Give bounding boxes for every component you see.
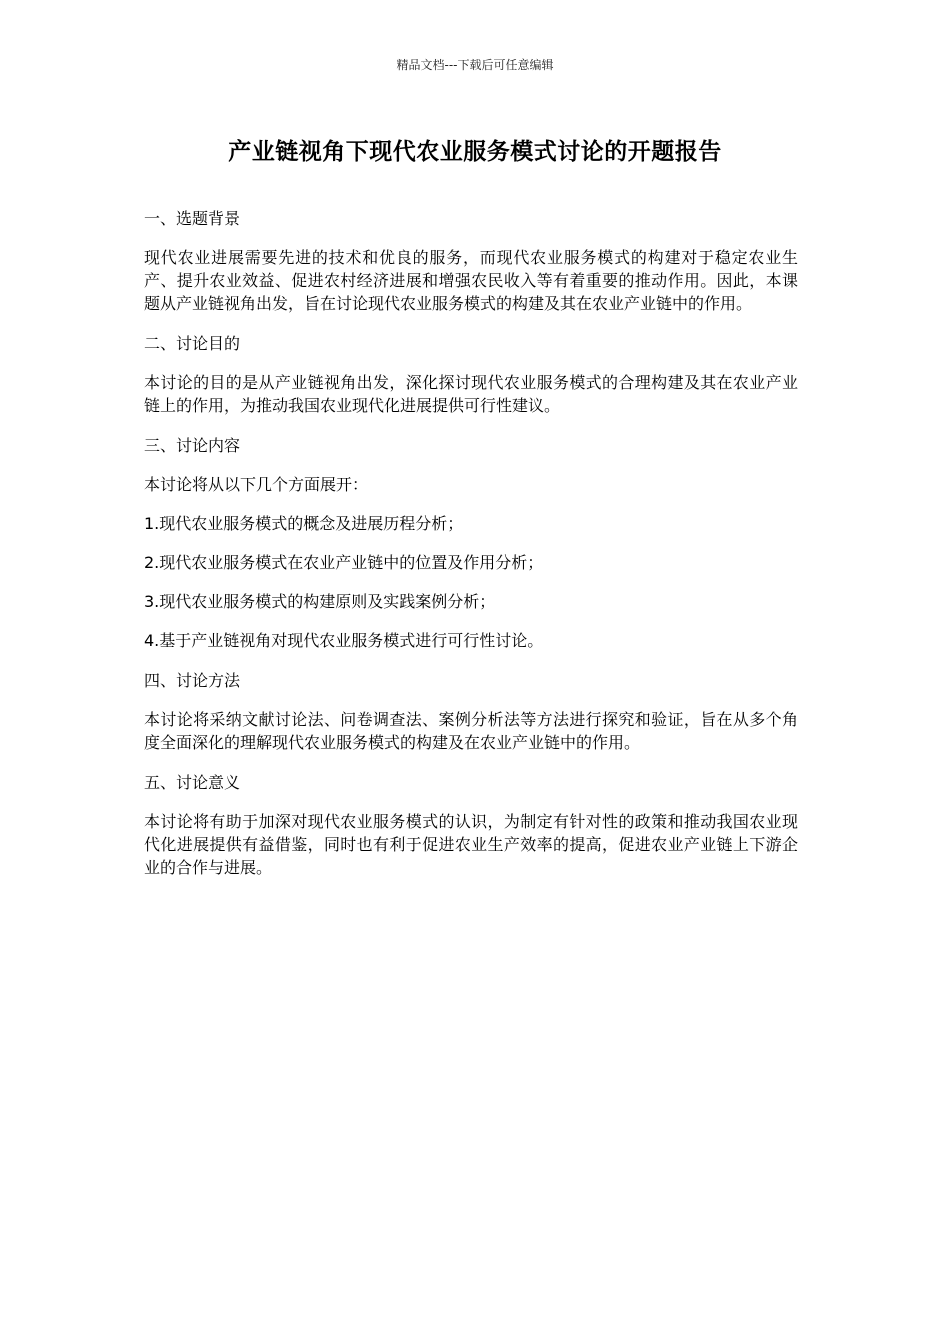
content-list-item: 2.现代农业服务模式在农业产业链中的位置及作用分析； bbox=[144, 553, 544, 572]
section-heading: 二、讨论目的 bbox=[144, 334, 241, 353]
document-title: 产业链视角下现代农业服务模式讨论的开题报告 bbox=[228, 139, 722, 165]
content-list-item: 1.现代农业服务模式的概念及进展历程分析； bbox=[144, 514, 464, 533]
section-paragraph: 本讨论将采纳文献讨论法、问卷调查法、案例分析法等方法进行探究和验证，旨在从多个角度全面深化的理解现代农业服务模式的构建及在农业产业链中的作用。 bbox=[144, 710, 798, 752]
content-list-item: 4.基于产业链视角对现代农业服务模式进行可行性讨论。 bbox=[144, 631, 544, 650]
section-purpose bbox=[144, 331, 798, 417]
section-significance bbox=[144, 770, 798, 879]
section-background bbox=[144, 206, 798, 315]
section-content bbox=[144, 433, 798, 652]
section-paragraph: 本讨论的目的是从产业链视角出发，深化探讨现代农业服务模式的合理构建及其在农业产业链上的作用，为推动我国农业现代化进展提供可行性建议。 bbox=[144, 373, 798, 415]
section-heading: 三、讨论内容 bbox=[144, 436, 241, 455]
section-heading: 四、讨论方法 bbox=[144, 671, 241, 690]
section-paragraph: 现代农业进展需要先进的技术和优良的服务，而现代农业服务模式的构建对于稳定农业生产、提升农业效益、促进农村经济进展和增强农民收入等有着重要的推动作用。因此，本课题从产业链视角出发，旨在讨论现代农业服务模式的构建及其在农业产业链中的作用。 bbox=[144, 248, 798, 313]
section-heading: 五、讨论意义 bbox=[144, 773, 241, 792]
section-paragraph: 本讨论将有助于加深对现代农业服务模式的认识，为制定有针对性的政策和推动我国农业现代化进展提供有益借鉴，同时也有利于促进农业生产效率的提高，促进农业产业链上下游企业的合作与进展。 bbox=[144, 812, 798, 877]
section-method bbox=[144, 668, 798, 754]
header-note: 精品文档---下载后可任意编辑 bbox=[396, 58, 554, 72]
section-paragraph: 本讨论将从以下几个方面展开： bbox=[144, 475, 369, 494]
section-heading: 一、选题背景 bbox=[144, 209, 241, 228]
document-body bbox=[144, 206, 798, 895]
content-list-item: 3.现代农业服务模式的构建原则及实践案例分析； bbox=[144, 592, 496, 611]
